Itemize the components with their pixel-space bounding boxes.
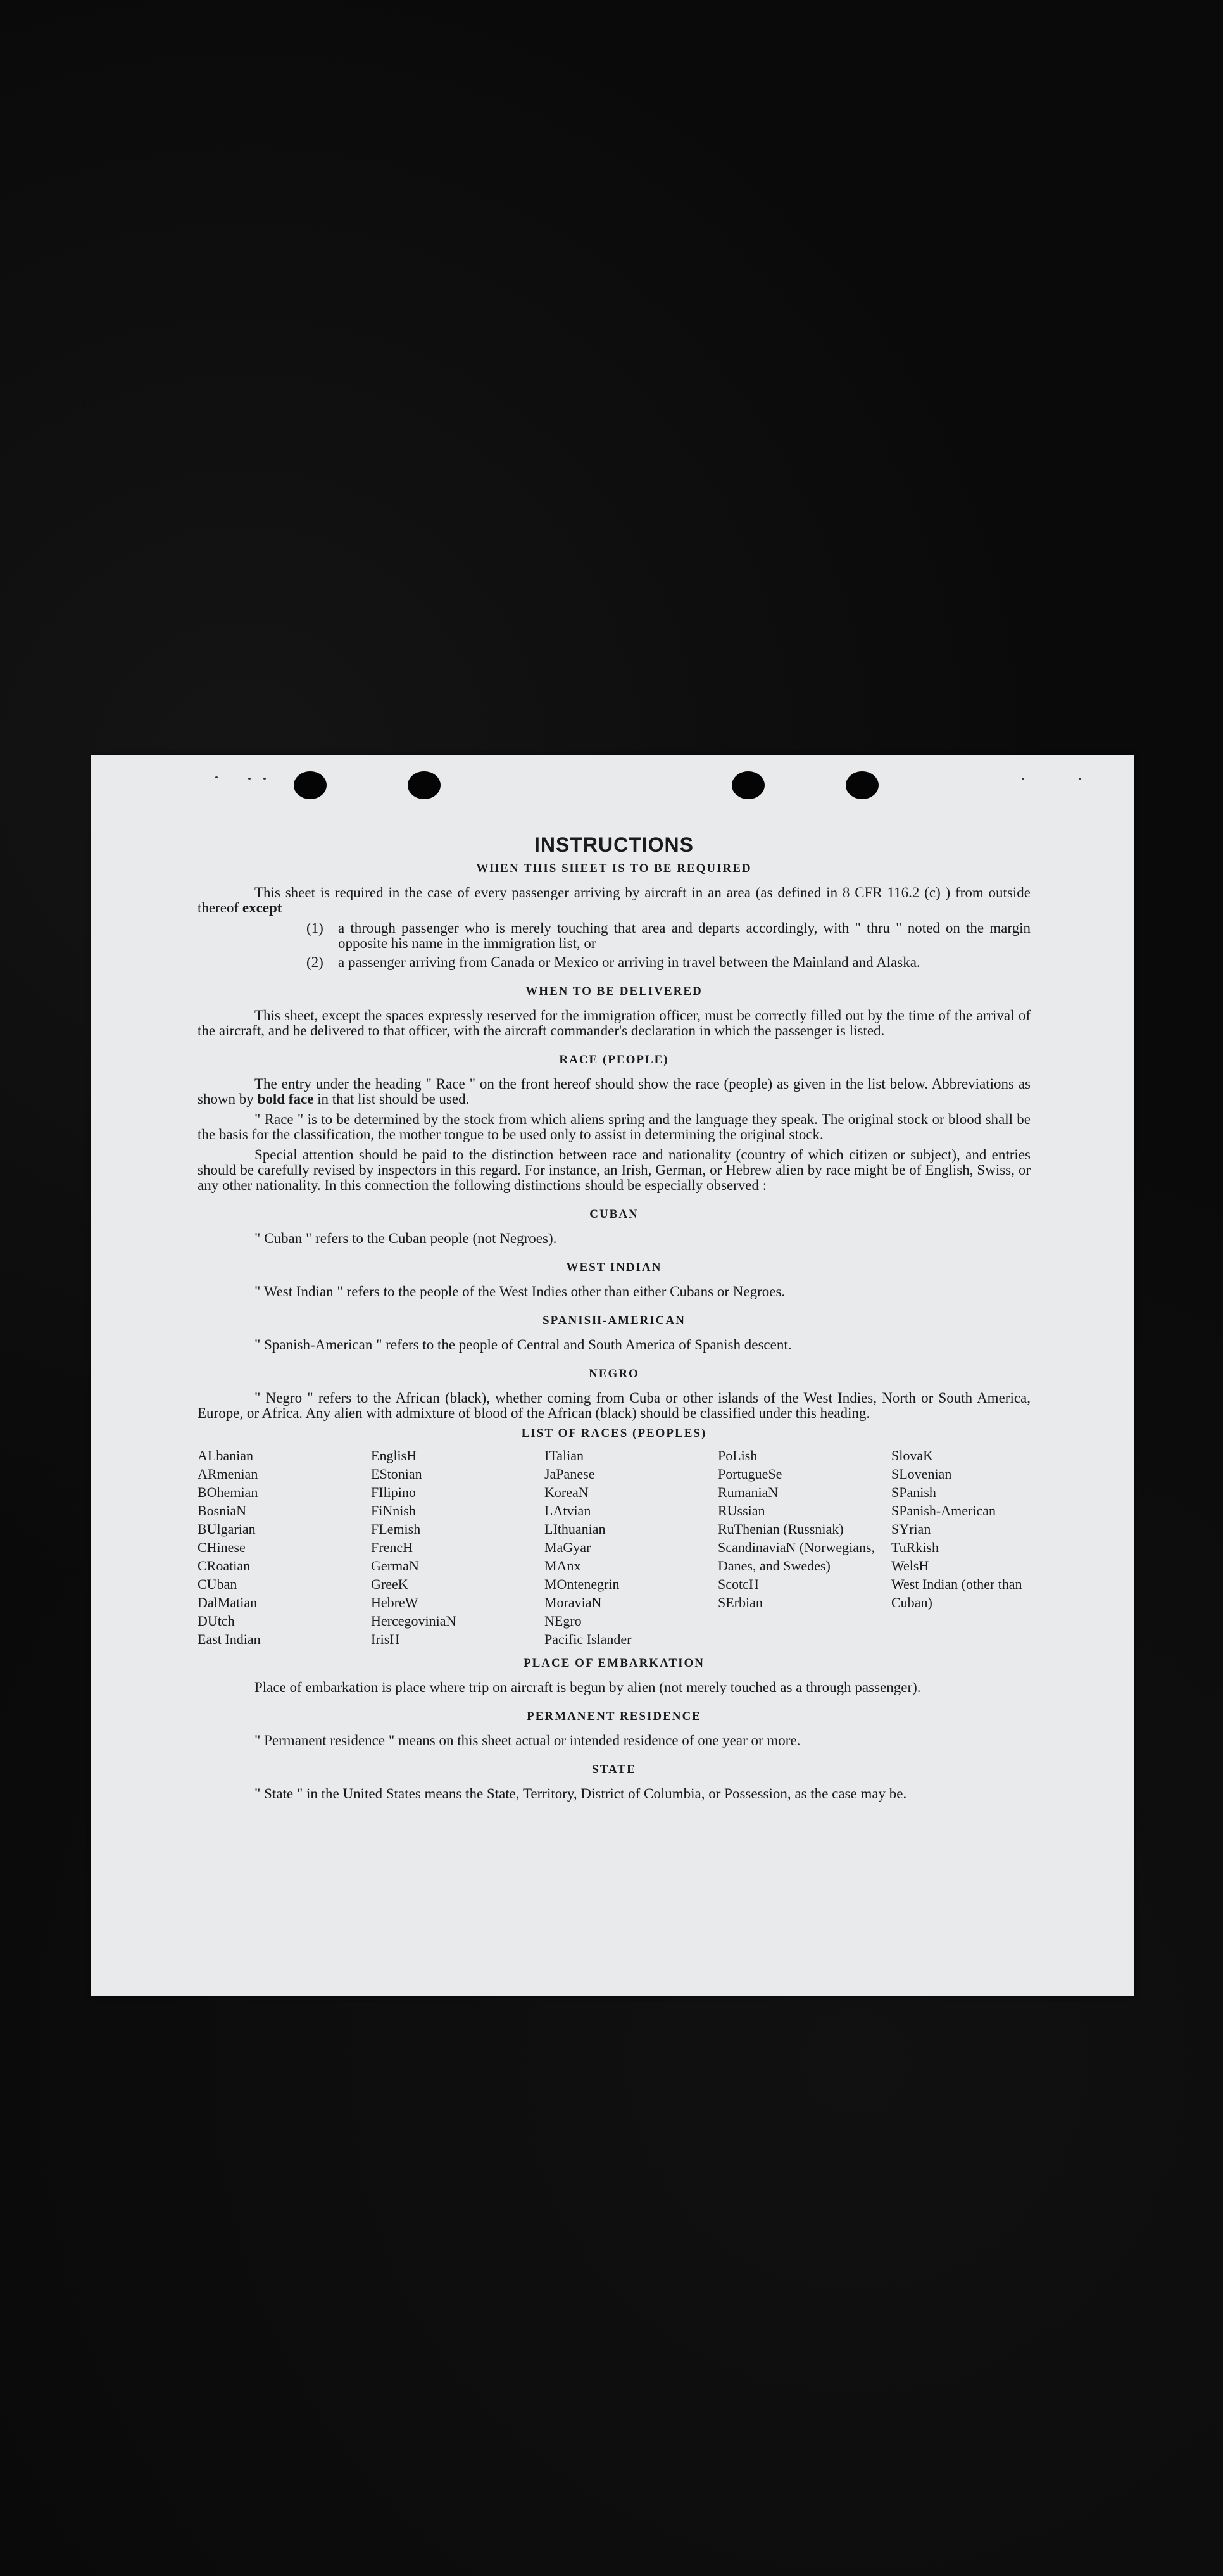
race-paragraph-3: Special attention should be paid to the distinction between race and nationality (country of which citizen or subject), and entries should be carefully revised by inspectors in this regard. For instance, an Irish, German, or Hebrew alien by race might be of English, Swiss, or any other nationality. In this connection the following distinctions should be especially observed : <box>198 1147 1031 1193</box>
required-item-1 <box>306 921 1031 951</box>
race-entry: CHinese <box>198 1539 246 1555</box>
race-entry: TuRkish <box>891 1539 939 1555</box>
races-column-1 <box>198 1446 371 1648</box>
race-entry: GermaN <box>371 1558 419 1574</box>
races-column-3 <box>544 1446 718 1648</box>
race-entry: MAnx <box>544 1558 581 1574</box>
race-entry: HebreW <box>371 1594 418 1610</box>
race-entry: NEgro <box>544 1613 582 1629</box>
race-entry: RumaniaN <box>718 1484 779 1500</box>
race-entry: FLemish <box>371 1521 421 1537</box>
race-entry: SlovaK <box>891 1448 933 1463</box>
race-entry: JaPanese <box>544 1466 595 1482</box>
embarkation-text: Place of embarkation is place where trip on aircraft is begun by alien (not merely touched as a through passenger). <box>254 1679 921 1695</box>
item-number: (1) <box>306 920 323 936</box>
race-entry: SPanish-American <box>891 1503 996 1518</box>
negro-text: " Negro " refers to the African (black), whether coming from Cuba or other islands of the West Indies, North or South America, Europe, or Africa. Any alien with admixture of blood of the African (black) should be classified under this heading. <box>198 1390 1031 1421</box>
races-column-5 <box>891 1446 1031 1648</box>
race-entry: ScotcH <box>718 1576 759 1592</box>
race-entry: ALbanian <box>198 1448 253 1463</box>
cuban-text: " Cuban " refers to the Cuban people (not Negroes). <box>254 1230 557 1246</box>
race-entry: EnglisH <box>371 1448 417 1463</box>
heading-when-delivered: WHEN TO BE DELIVERED <box>525 985 703 998</box>
race-paragraph-2: " Race " is to be determined by the stock from which aliens spring and the language they speak. The original stock or blood shall be the basis for the classification, the mother tongue to be used only to assist in determining the original stock. <box>198 1111 1031 1142</box>
race-entry: PoLish <box>718 1448 758 1463</box>
race-entry: SLovenian <box>891 1466 952 1482</box>
race-entry: BUlgarian <box>198 1521 256 1537</box>
state-text: " State " in the United States means the State, Territory, District of Columbia, or Possession, as the case may be. <box>254 1786 907 1802</box>
required-intro-text: This sheet is required in the case of every passenger arriving by aircraft in an area (as defined in 8 CFR 116.2 (c) ) from outside thereof <box>198 885 1031 916</box>
race-entry: East Indian <box>198 1631 261 1647</box>
race-entry: CUban <box>198 1576 237 1592</box>
page-title: INSTRUCTIONS <box>534 833 694 856</box>
race-entry: KoreaN <box>544 1484 589 1500</box>
race-entry: ARmenian <box>198 1466 258 1482</box>
required-intro <box>198 885 1031 916</box>
punch-hole <box>732 771 765 799</box>
heading-west-indian: WEST INDIAN <box>566 1261 662 1274</box>
race-entry: LAtvian <box>544 1503 591 1518</box>
races-column-4 <box>718 1446 891 1648</box>
scan-speck <box>263 778 266 780</box>
punch-hole <box>294 771 327 799</box>
race-entry: LIthuanian <box>544 1521 606 1537</box>
race-entry: IrisH <box>371 1631 400 1647</box>
delivered-text: This sheet, except the spaces expressly reserved for the immigration officer, must be correctly filled out by the time of the arrival of the aircraft, and be delivered to that officer, with the aircraft commander's declaration in which the passenger is listed. <box>198 1007 1031 1039</box>
race-entry: HercegoviniaN <box>371 1613 456 1629</box>
instruction-sheet <box>91 755 1134 1996</box>
race-entry: West Indian (other than Cuban) <box>891 1576 1022 1610</box>
heading-when-required: WHEN THIS SHEET IS TO BE REQUIRED <box>476 862 752 875</box>
race-entry: MoraviaN <box>544 1594 602 1610</box>
item-number: (2) <box>306 954 323 970</box>
race-entry: WelsH <box>891 1558 929 1574</box>
race-entry: EStonian <box>371 1466 422 1482</box>
heading-place-of-embarkation: PLACE OF EMBARKATION <box>524 1657 705 1670</box>
sheet-content <box>198 833 1031 1807</box>
heading-negro: NEGRO <box>589 1367 639 1380</box>
race-entry: ScandinaviaN (Norwegians, Danes, and Swedes) <box>718 1539 875 1574</box>
scan-speck <box>215 776 218 778</box>
scan-speck <box>248 778 251 780</box>
races-column-2 <box>371 1446 544 1648</box>
races-table <box>198 1446 1031 1648</box>
race-entry: FIlipino <box>371 1484 416 1500</box>
heading-spanish-american: SPANISH-AMERICAN <box>543 1314 686 1327</box>
race-entry: FrencH <box>371 1539 413 1555</box>
race-entry: BOhemian <box>198 1484 258 1500</box>
required-item-2 <box>306 955 1031 970</box>
item-text: a through passenger who is merely touching that area and departs accordingly, with " thru " noted on the margin opposite his name in the immigration list, or <box>338 920 1031 951</box>
race-entry: MOntenegrin <box>544 1576 620 1592</box>
punch-hole <box>846 771 879 799</box>
race-p1-end: in that list should be used. <box>313 1091 470 1107</box>
race-entry: ITalian <box>544 1448 584 1463</box>
race-entry: CRoatian <box>198 1558 251 1574</box>
race-p1-text: The entry under the heading " Race " on the front hereof should show the race (people) as given in the list below. Abbreviations as shown by <box>198 1076 1031 1107</box>
race-entry: SPanish <box>891 1484 936 1500</box>
race-entry: RUssian <box>718 1503 765 1518</box>
race-entry: PortugueSe <box>718 1466 782 1482</box>
spanish-american-text: " Spanish-American " refers to the people of Central and South America of Spanish descent. <box>254 1337 792 1353</box>
race-entry: SErbian <box>718 1594 763 1610</box>
race-entry: DUtch <box>198 1613 235 1629</box>
race-entry: DalMatian <box>198 1594 258 1610</box>
race-paragraph-1 <box>198 1076 1031 1107</box>
scan-speck <box>1079 778 1081 780</box>
race-entry: SYrian <box>891 1521 931 1537</box>
race-entry: MaGyar <box>544 1539 591 1555</box>
race-entry: FiNnish <box>371 1503 416 1518</box>
race-entry: Pacific Islander <box>544 1631 632 1647</box>
heading-race: RACE (PEOPLE) <box>559 1053 669 1066</box>
residence-text: " Permanent residence " means on this sheet actual or intended residence of one year or more. <box>254 1733 801 1748</box>
scan-speck <box>1022 778 1024 780</box>
punch-hole <box>408 771 441 799</box>
west-indian-text: " West Indian " refers to the people of the West Indies other than either Cubans or Negroes. <box>254 1284 786 1299</box>
required-intro-except: except <box>242 900 282 916</box>
item-text: a passenger arriving from Canada or Mexico or arriving in travel between the Mainland and Alaska. <box>338 954 920 970</box>
heading-cuban: CUBAN <box>589 1208 639 1221</box>
heading-state: STATE <box>592 1763 636 1776</box>
race-entry: GreeK <box>371 1576 408 1592</box>
heading-permanent-residence: PERMANENT RESIDENCE <box>527 1710 701 1723</box>
heading-list-of-races: LIST OF RACES (PEOPLES) <box>521 1427 707 1440</box>
race-entry: RuThenian (Russniak) <box>718 1521 844 1537</box>
race-entry: BosniaN <box>198 1503 246 1518</box>
race-p1-bold: bold face <box>257 1091 314 1107</box>
